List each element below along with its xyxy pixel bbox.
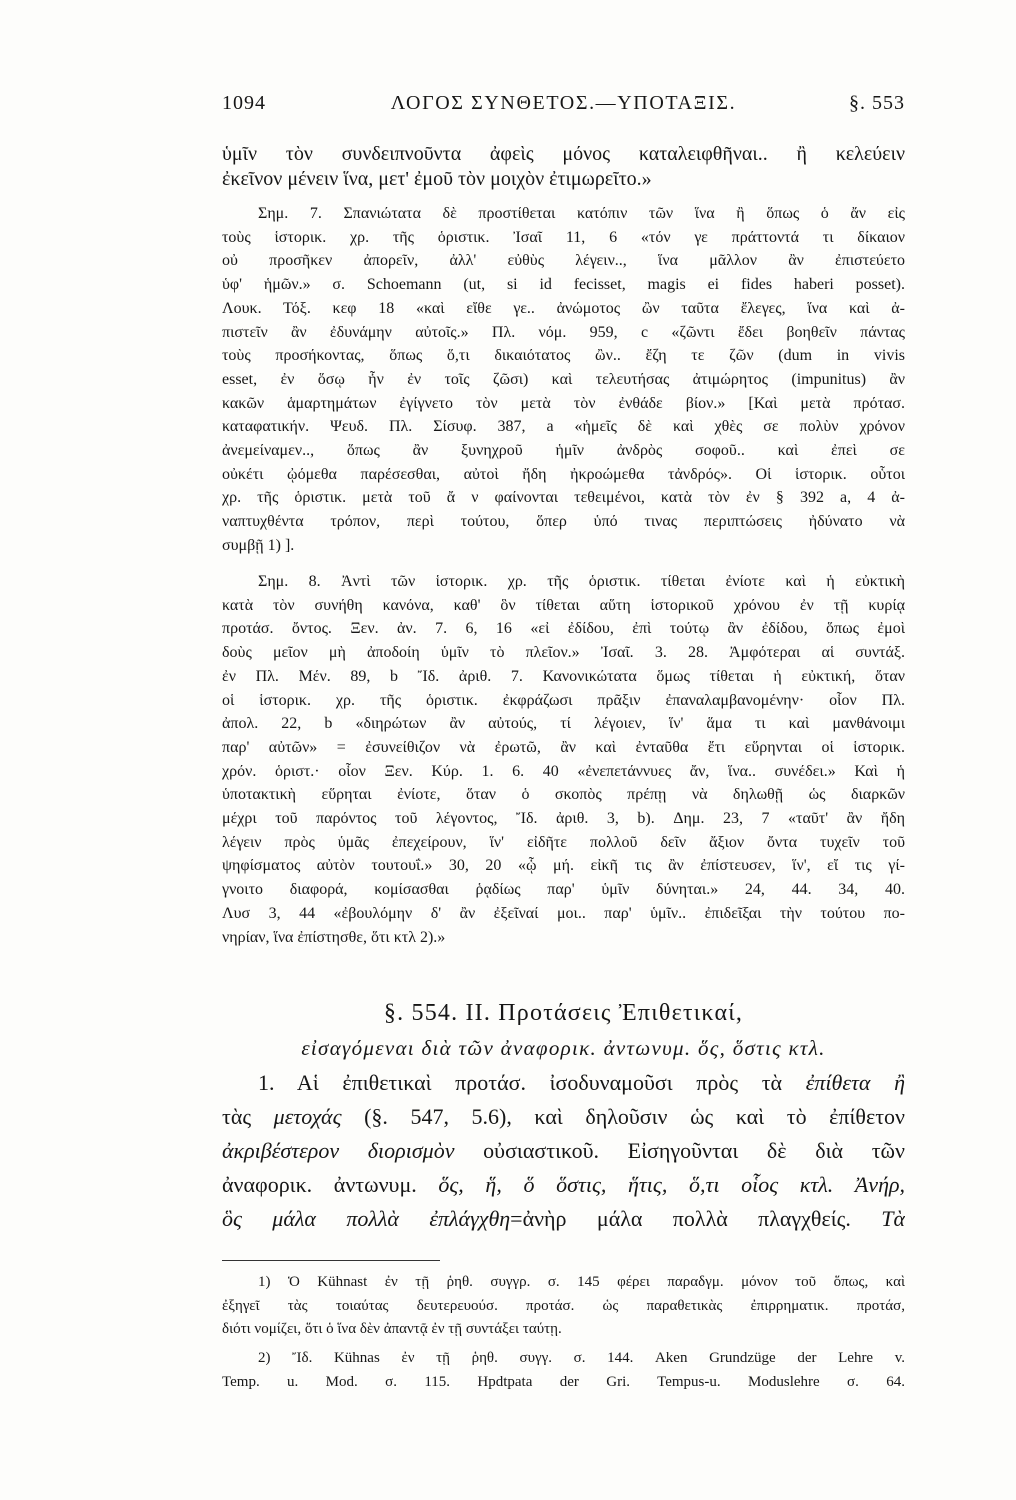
italic-segment: ὃς μάλα πολλὰ ἐπλάγχθη (222, 1206, 511, 1231)
text-line: ἀπολ. 22, b «διηρώτων ἂν αὐτούς, τί λέγοιεν, ἵν' ἅμα τι καὶ μανθάνοιμι (222, 715, 905, 733)
text-line (222, 1168, 905, 1202)
page-number: 1094 (222, 92, 266, 114)
text-line: συμβῇ 1) ]. (222, 536, 295, 554)
text-segment: (§. 547, 5.6), καὶ δηλοῦσιν ὡς καὶ τὸ ἐπίθετον (341, 1104, 905, 1129)
intro-paragraph (222, 142, 905, 192)
text-segment: οὐσιαστικοῦ. Εἰσηγοῦνται δὲ διὰ τῶν (454, 1138, 905, 1163)
text-segment: 1. Αἱ ἐπιθετικαὶ προτάσ. ἰσοδυναμοῦσι πρὸς τὰ (258, 1070, 806, 1095)
text-line: 1) Ὁ Kühnast ἐν τῇ ῥηθ. συγγρ. σ. 145 φέρει παραδγμ. μόνον τοῦ ὅπως, καὶ (258, 1274, 905, 1290)
footnote-2 (222, 1347, 905, 1394)
text-line (222, 1202, 905, 1236)
text-line: παρ' αὐτῶν» = ἐσυνείθιζον νὰ ἐρωτῶ, ἂν καὶ ἐνταῦθα ἔτι εὕρηνται οἱ ἱστορικ. (222, 738, 905, 756)
note-7 (222, 202, 905, 558)
text-line: τοὺς προσήκοντας, ὅπως ὅ,τι δικαιότατος ὢν.. ἔζη τε ζῶν (dum in vivis (222, 347, 905, 365)
text-line: νηρίαν, ἵνα ἐπίστησθε, ὅτι κτλ 2).» (222, 928, 446, 946)
footnote-rule (222, 1260, 440, 1261)
text-line: δοὺς μεῖον μὴ ἀποδοίη ὑμῖν τὸ πλεῖον.» Ἰσαῖ. 3. 28. Ἀμφότεραι αἱ συντάξ. (222, 644, 905, 662)
text-line: esset, ἐν ὅσῳ ἦν ἐν τοῖς ζῶσι) καὶ τελευτήσας ἀτιμώρητος (impunitus) ἂν (222, 370, 905, 388)
text-line: κατὰ τὸν συνήθη κανόνα, καθ' ὃν τίθεται αὕτη ἱστορικοῦ χρόνου ἐν τῇ κυρίᾳ (222, 596, 905, 614)
text-line: διότι νομίζει, ὅτι ὁ ἵνα δὲν ἀπαντᾷ ἐν τῇ συντάξει ταύτῃ. (222, 1321, 562, 1337)
text-line (222, 1134, 905, 1168)
text-segment: =ἀνὴρ μάλα πολλὰ πλαγχθείς. (510, 1206, 882, 1231)
text-line: ναπτυχθέντα τρόπον, περὶ τούτου, ὅπερ ὑπό τινας περιπτώσεις ἠδύνατο νὰ (222, 513, 905, 531)
footnote-1 (222, 1271, 905, 1342)
section-554-body (222, 1066, 905, 1236)
text-line: ἐκεῖνον μένειν ἵνα, μετ' ἐμοῦ τὸν μοιχὸν ἐτιμωρεῖτο.» (222, 168, 652, 190)
text-segment (719, 1172, 741, 1197)
text-line: μέχρι τοῦ παρόντος τοῦ λέγοντος, Ἴδ. ἀριθ. 3, b). Δημ. 23, 7 «ταῦτ' ἂν ἤδη (222, 810, 905, 828)
text-segment: τὰς (222, 1104, 274, 1129)
text-line: ψηφίσματος αὐτὸν τουτουΐ.» 30, 20 «ᾧ μή. εἰκῆ τις ἂν ἐπίστευσεν, ἵν', εἴ τις γί- (222, 857, 905, 875)
text-segment: ἀναφορικ. ἀντωνυμ. (222, 1172, 439, 1197)
text-line: τοὺς ἱστορικ. χρ. τῆς ὁριστικ. Ἰσαῖ 11, 6 «τόν γε πράττοντά τι δίκαιον (222, 228, 905, 246)
text-line: πιστεῖν ἂν ἐδυνάμην αὐτοῖς.» Πλ. νόμ. 959, c «ζῶντι ἔδει βοηθεῖν πάντας (222, 323, 905, 341)
section-heading: §. 554. II. Προτάσεις Ἐπιθετικαί, (383, 1000, 744, 1026)
text-line: χρ. τῆς ὁριστικ. μετὰ τοῦ ἄ ν φαίνονται τεθειμένοι, κατὰ τὸν ἐν § 392 a, 4 ἀ- (222, 489, 905, 507)
note-8 (222, 570, 905, 949)
italic-segment: ὅς, ἥ, ὅ (438, 1172, 535, 1197)
running-title: ΛΟΓΟΣ ΣΥΝΘΕΤΟΣ.—ΥΠΟΤΑΞΙΣ. (390, 92, 737, 114)
text-line: Λυσ 3, 44 «ἐβουλόμην δ' ἂν ἐξεῖναί μοι.. παρ' ὑμῖν.. ἐπιδεῖξαι τὴν τούτου πο- (222, 904, 905, 922)
text-line: 2) Ἴδ. Kühnas ἐν τῇ ῥηθ. συγγ. σ. 144. Aken Grundzüge der Lehre v. (258, 1350, 905, 1366)
text-line (222, 1066, 905, 1100)
text-line: ἀνεμείναμεν.., ὅπως ἂν ξυνηχροῦ ἡμῖν ἀνδρὸς σοφοῦ.. καὶ ἐπεὶ σε (222, 442, 905, 460)
running-header (222, 89, 905, 117)
text-line (222, 1100, 905, 1134)
italic-segment: ἐπίθετα ἢ (805, 1070, 905, 1095)
text-line: προτάσ. ὄντος. Ξεν. ἀν. 7. 6, 16 «εἰ ἐδίδου, ἐπὶ τούτῳ ἂν ἐδίδου, ὅπως ἐμοὶ (222, 620, 905, 638)
text-line: Temp. u. Mod. σ. 115. Hpdtpata der Gri. Tempus-u. Moduslehre σ. 64. (222, 1373, 905, 1390)
italic-segment: ἀκριβέστερον διορισμὸν (222, 1138, 455, 1163)
text-line: χρόν. ὁριστ.· οἷον Ξεν. Κύρ. 1. 6. 40 «ἐνεπετάννυες ἄν, ἵνα.. συνέδει.» Καὶ ἡ (222, 762, 905, 780)
text-line: οὐ προσῆκεν ἀπορεῖν, ἀλλ' εὐθὺς λέγειν.., ἵνα μᾶλλον ἂν ἐπιστεύετο (222, 252, 905, 270)
section-number: §. 553 (849, 92, 905, 114)
text-line: Λουκ. Τόξ. κεφ 18 «καὶ εἴθε γε.. ἀνώμοτος ὢν ταῦτα ἔλεγες, ἵνα καὶ ἀ- (222, 299, 905, 317)
text-line: ἐξηγεῖ τὰς τοιαύτας δευτερευούσ. προτάσ. ὡς παραθετικὰς ἐπιρρηματικ. προτάσ, (222, 1297, 905, 1314)
text-line: γνοιτο διαφορά, κομίσασθαι ῥᾳδίως παρ' ὑμῖν δύνηται.» 24, 44. 34, 40. (222, 881, 905, 899)
italic-segment: Τὰ (881, 1206, 905, 1231)
text-line: ὑφ' ἡμῶν.» σ. Schoemann (ut, si id fecisset, magis ei fides haberi posset). (222, 276, 905, 294)
text-line: καταφατικήν. Ψευδ. Πλ. Σίσυφ. 387, a «ἡμεῖς δὲ καὶ χθὲς σε πολὺν χρόνον (222, 418, 905, 436)
text-line: ὑμῖν τὸν συνδειπνοῦντα ἀφεὶς μόνος καταλειφθῆναι.. ἢ κελεύειν (222, 143, 905, 165)
text-line: οὐκέτι ᾠόμεθα παρέσεσθαι, αὐτοὶ ἤδη ἠκροώμεθα τἀνδρός». Οἱ ἱστορικ. οὗτοι (222, 465, 905, 483)
text-line: Σημ. 7. Σπανιώτατα δὲ προστίθεται κατόπιν τῶν ἵνα ἢ ὅπως ὁ ἄν εἰς (258, 205, 905, 222)
text-line: κακῶν ἁμαρτημάτων ἐγίγνετο τὸν μετὰ τὸν ἐνθάδε βίον.» [Καὶ μετὰ πρότασ. (222, 394, 905, 412)
text-line: Σημ. 8. Ἀντὶ τῶν ἱστορικ. χρ. τῆς ὁριστικ. τίθεται ἐνίοτε καὶ ἡ εὐκτικὴ (258, 573, 905, 590)
italic-segment: οἷος κτλ. Ἀνήρ, (741, 1172, 905, 1197)
text-line: ἐν Πλ. Μέν. 89, b Ἴδ. ἀριθ. 7. Κανονικώτατα ὅμως τίθεται ἡ εὐκτική, ὅταν (222, 667, 905, 685)
italic-segment: μετοχάς (273, 1104, 342, 1129)
text-line: λέγειν πρὸς ὑμᾶς ἐπεχείρουν, ἵν' εἰδῆτε πολλοῦ δεῖν ἄξιον ὄντα τυχεῖν τοῦ (222, 833, 905, 851)
section-subheading: εἰσαγόμεναι διὰ τῶν ἀναφορικ. ἀντωνυμ. ὅς, ὅστις κτλ. (301, 1036, 826, 1060)
text-line: οἱ ἱστορικ. χρ. τῆς ὁριστικ. ἐκφράζωσι πρᾶξιν ἐπαναλαμβανομένην· οἷον Πλ. (222, 691, 905, 709)
text-line: ὑποτακτικὴ εὕρηται ἐνίοτε, ὅταν ὁ σκοπὸς πρέπῃ νὰ δηλωθῇ ὡς διαρκῶν (222, 786, 905, 804)
italic-segment: ὅστις, ἥτις, ὅ,τι (556, 1172, 720, 1197)
text-segment (534, 1172, 556, 1197)
